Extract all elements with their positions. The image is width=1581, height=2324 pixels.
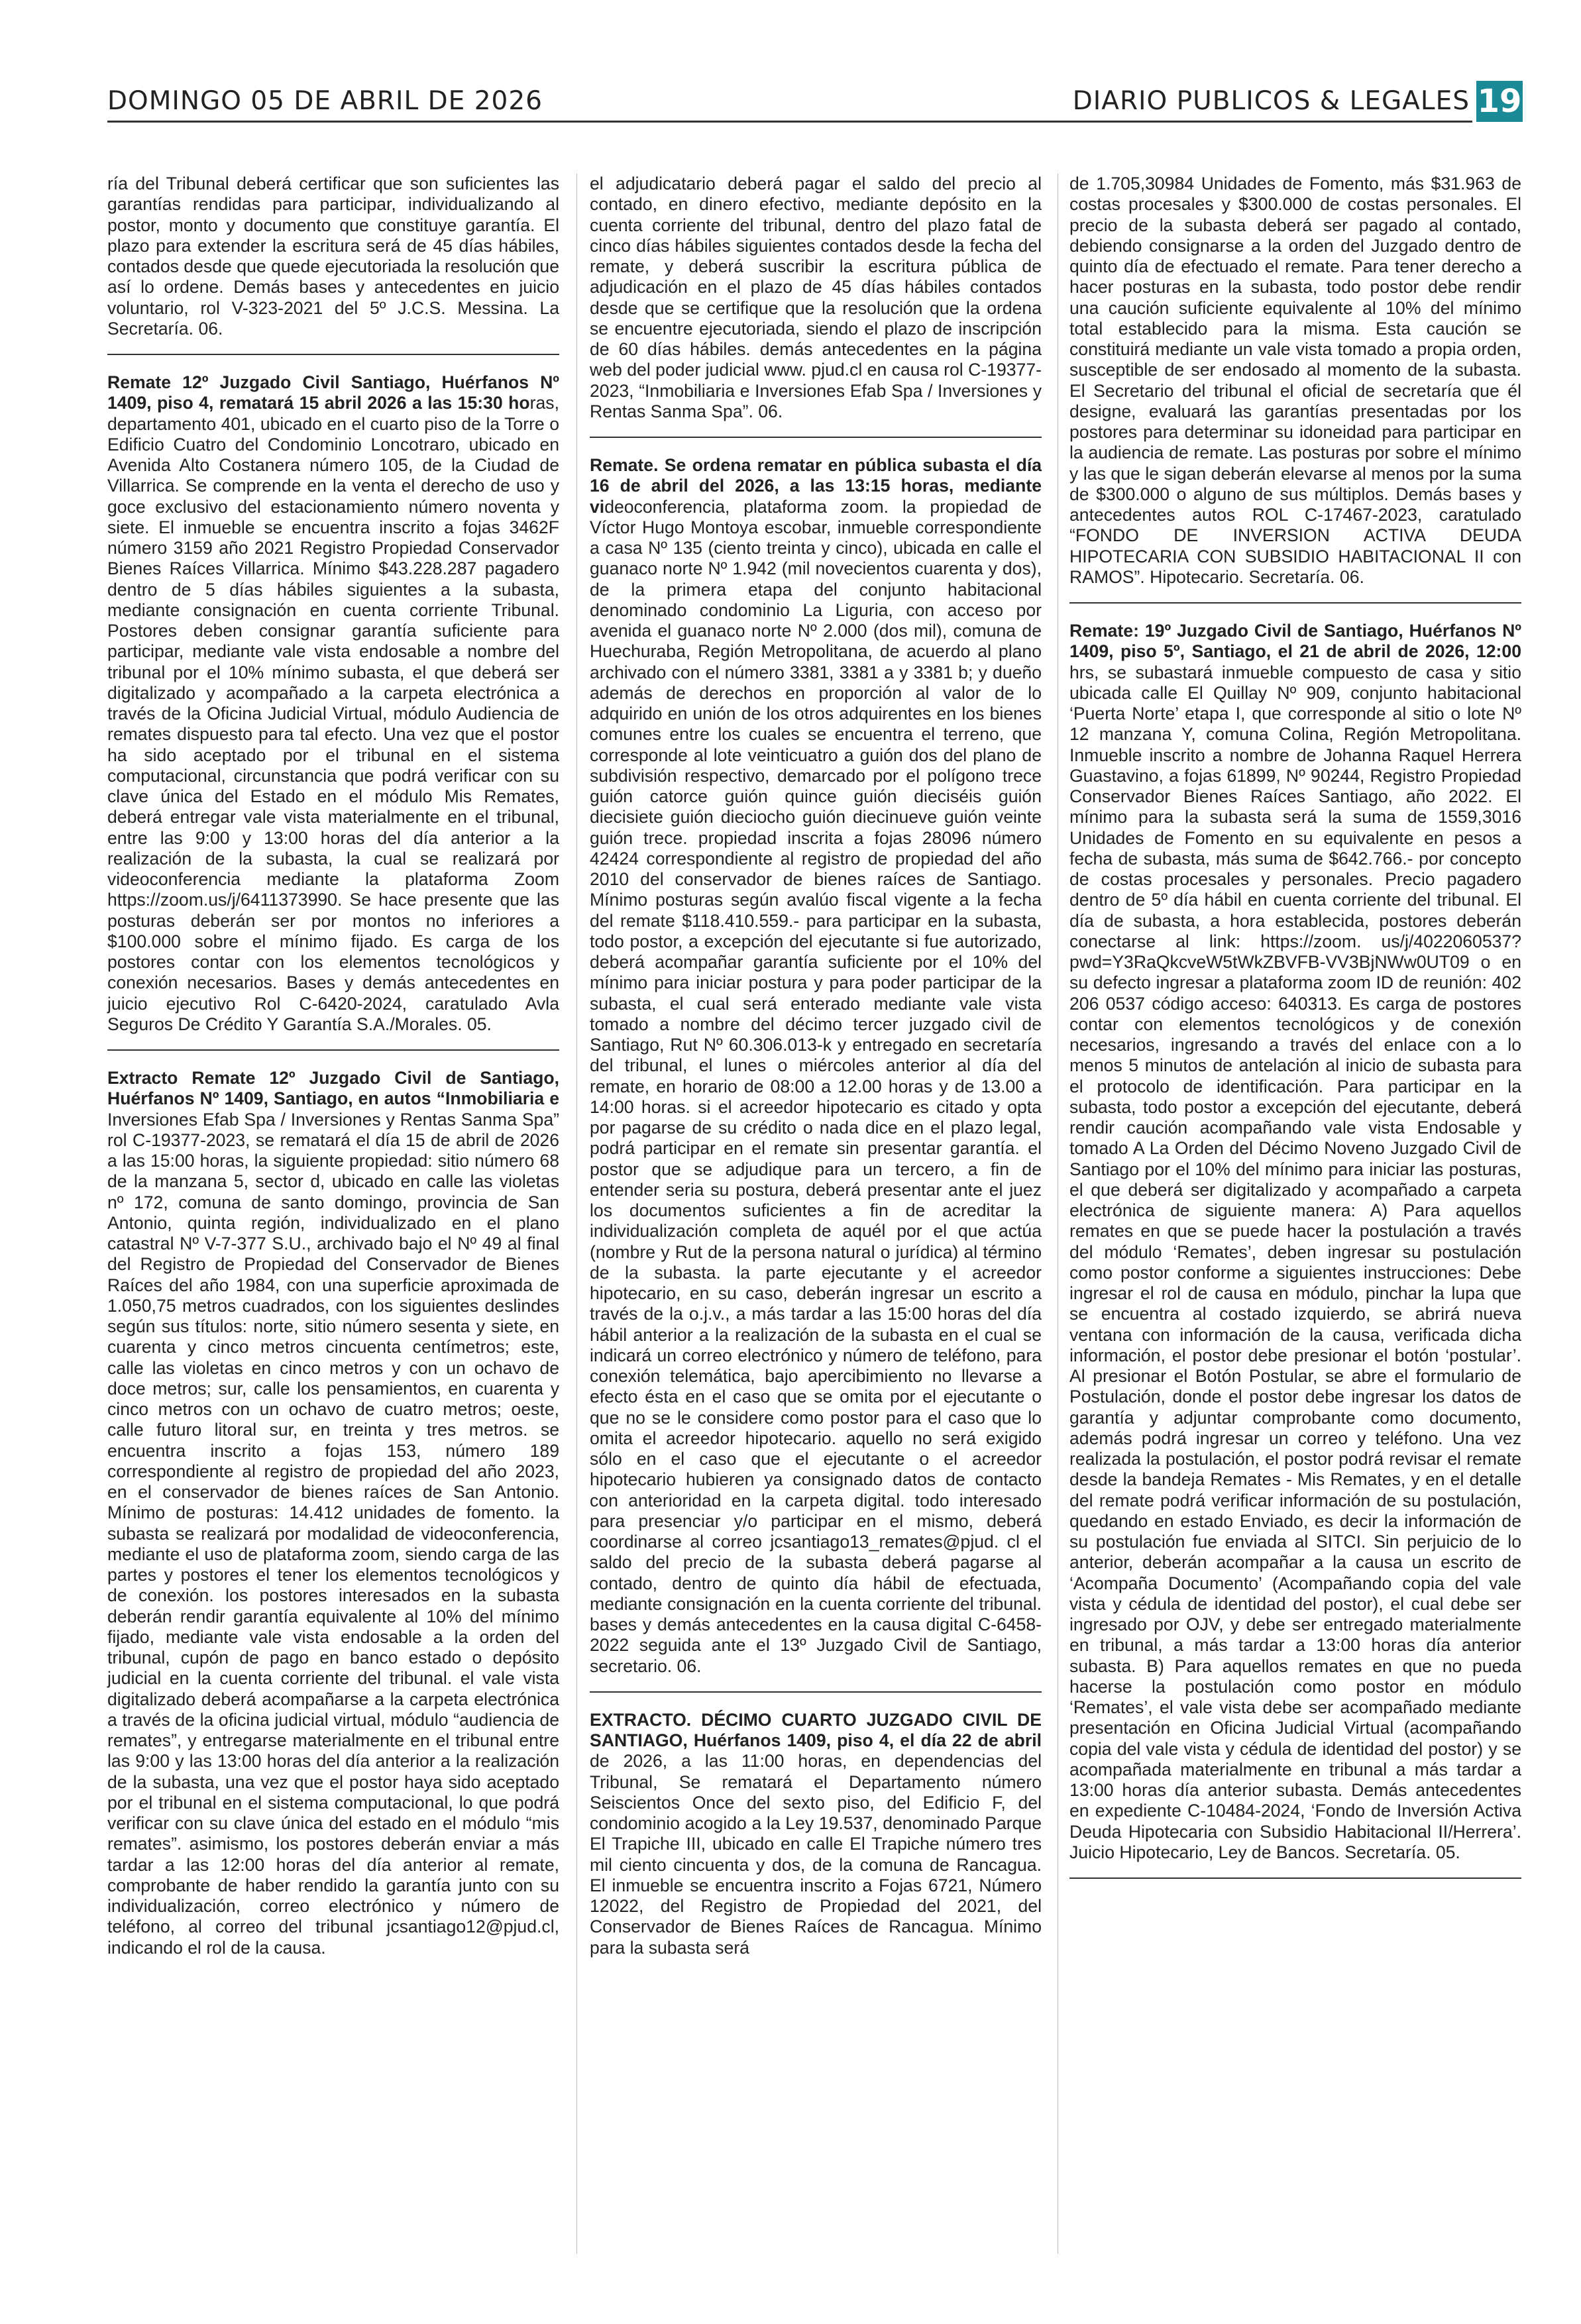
section-title: DIARIO PUBLICOS & LEGALES	[1072, 86, 1470, 116]
column-2	[590, 174, 1042, 1958]
notice-separator	[107, 354, 559, 355]
notice-remate-19-colina	[1069, 621, 1521, 1863]
notice-body: el adjudicatario deberá pagar el saldo del precio al contado, en dinero efectivo, mediante depósito en la cuenta corriente del tribunal, dentro del plazo fatal de cinco días hábiles siguientes contados desde la fecha del remate, y deberá suscribir la escritura pública de adjudicación en el plazo de 45 días hábiles contados desde que se certifique que la resolución que la ordena se encuentre ejecutoriada, siendo el plazo de inscripción de 60 días hábiles. demás antecedentes en la página web del poder judicial www. pjud.cl en causa rol C-19377-2023, “Inmobiliaria e Inversiones Efab Spa / Inversiones y Rentas Sanma Spa”. 06.	[590, 174, 1042, 421]
notice-body: de 2026, a las 11:00 horas, en dependencias del Tribunal, Se rematará el Departamento número Seiscientos Once del sexto piso, del Edificio F, del condominio acogido a la Ley 19.537, denominado Parque El Trapiche III, ubicado en calle El Trapiche número tres mil ciento cincuenta y dos, de la comuna de Rancagua. El inmueble se encuentra inscrito a Fojas 6721, Número 12022, del Registro de Propiedad del 2021, del Conservador de Bienes Raíces de Rancagua. Mínimo para la subasta será	[590, 1751, 1042, 1958]
notice-separator	[1069, 1877, 1521, 1879]
notice-heading: EXTRACTO. DÉCIMO CUARTO JUZGADO CIVIL DE SANTIAGO, Huérfanos 1409, piso 4, el día 22 de abril	[590, 1709, 1042, 1750]
notice-separator	[590, 437, 1042, 438]
page-header	[107, 81, 1523, 131]
notice-heading: Remate. Se ordena rematar en pública subasta el día 16 de abril del 2026, a las 13:15 horas, mediante vi	[590, 455, 1042, 517]
notice-extracto-14-rancagua	[590, 1710, 1042, 1958]
notice-remate-12-villarrica	[107, 372, 559, 1035]
notice-continuation	[107, 174, 559, 339]
column-divider	[576, 174, 577, 2254]
column-3	[1069, 174, 1521, 1896]
notice-body: ría del Tribunal deberá certificar que son suficientes las garantías rendidas para participar, individualizando al postor, monto y documento que constituye garantía. El plazo para extender la escritura será de 45 días hábiles, contados desde que quede ejecutoriada la resolución que así lo ordene. Demás bases y antecedentes en juicio voluntario, rol V-323-2021 del 5º J.C.S. Messina. La Secretaría. 06.	[107, 174, 559, 339]
notice-body: hrs, se subastará inmueble compuesto de casa y sitio ubicada calle El Quillay Nº 909, conjunto habitacional ‘Puerta Norte’ etapa I, que corresponde al sitio o lote Nº 12 manzana Y, comuna Colina, Región Metropolitana. Inmueble inscrito a nombre de Johanna Raquel Herrera Guastavino, a fojas 61899, Nº 90244, Registro Propiedad Conservador Bienes Raíces Santiago, año 2022. El mínimo para la subasta será la suma de 1559,3016 Unidades de Fomento en su equivalente en pesos a fecha de subasta, más suma de $642.766.- por concepto de costas procesales y personales. Precio pagadero dentro de 5º día hábil en cuenta corriente del tribunal. El día de subasta, a hora establecida, postores deberán conectarse al link: https://zoom. us/j/4022060537?pwd=Y3RaQkcveW5tWkZBVFB-VV3BjNWw0UT09 o en su defecto ingresar a plataforma zoom ID de reunión: 402 206 0537 código acceso: 640313. Es carga de postores contar con elementos tecnológicos y de conexión necesarios, ingresando a través del enlace con a lo menos 5 minutos de antelación al inicio de subasta para el protocolo de identificación. Para participar en la subasta, todo postor a excepción del ejecutante, deberá rendir caución acompañando vale vista Endosable y tomado A La Orden del Décimo Noveno Juzgado Civil de Santiago por el 10% del mínimo para iniciar las posturas, el que deberá ser digitalizado y acompañado a carpeta electrónica de siguiente manera: A) Para aquellos remates en que se puede hacer la postulación a través del módulo ‘Remates’, deben ingresar su postulación como postor conforme a siguientes instrucciones: Debe ingresar el rol de causa en módulo, pinchar la lupa que se encuentra al costado izquierdo, se abrirá nueva ventana con información de la causa, verificada dicha información, el postor debe presionar el botón ‘postular’. Al presionar el Botón Postular, se abre el formulario de Postulación, donde el postor debe ingresar los datos de garantía y adjuntar comprobante como documento, además podrá ingresar un correo y teléfono. Una vez realizada la postulación, el postor podrá revisar el remate desde la bandeja Remates - Mis Remates, y en el detalle del remate podrá verificar información de su postulación, quedando en estado Enviado, es decir la información de su postulación fue enviada al SITCI. Sin perjuicio de lo anterior, deberán acompañar a la causa un escrito de ‘Acompaña Documento’ (Acompañando copia del vale vista y cédula de identidad del postor), el cual debe ser ingresado por OJV, y debe ser entregado materialmente en tribunal, a más tardar a 13:00 horas día anterior subasta. B) Para aquellos remates en que no pueda hacerse la postulación como postor en módulo ‘Remates’, el vale vista debe ser acompañado mediante presentación en Oficina Judicial Virtual (acompañando copia del vale vista y cédula de identidad del postor) y se acompañada materialmente en tribunal a más tardar a 13:00 horas día anterior subasta. Demás antecedentes en expediente C-10484-2024, ‘Fondo de Inversión Activa Deuda Hipotecaria con Subsidio Habitacional II/Herrera’. Juicio Hipotecario, Ley de Bancos. Secretaría. 05.	[1069, 662, 1521, 1862]
notice-continuation	[1069, 174, 1521, 588]
notice-body: ras, departamento 401, ubicado en el cuarto piso de la Torre o Edificio Cuatro del Condominio Loncotraro, ubicado en Avenida Alto Costanera número 105, de la Ciudad de Villarrica. Se comprende en la venta el derecho de uso y goce exclusivo del estacionamiento número noventa y siete. El inmueble se encuentra inscrito a fojas 3462F número 3159 año 2021 Registro Propiedad Conservador Bienes Raíces Villarrica. Mínimo $43.228.287 pagadero dentro de 5 días hábiles siguientes a la subasta, mediante consignación en cuenta corriente Tribunal. Postores deben consignar garantía suficiente para participar, mediante vale vista endosable a nombre del tribunal por el 10% mínimo subasta, el que deberá ser digitalizado y acompañado a la carpeta electrónica a través de la Oficina Judicial Virtual, módulo Audiencia de remates dispuesto para tal efecto. Una vez que el postor ha sido aceptado por el tribunal en el sistema computacional, circunstancia que podrá verificar con su clave única del Estado en el módulo Mis Remates, deberá entregar vale vista materialmente en el tribunal, entre las 9:00 y 13:00 horas del día anterior a la realización de la subasta, la cual se realizará por videoconferencia mediante la plataforma Zoom https://zoom.us/j/6411373990. Se hace presente que las posturas deberán ser por montos no inferiores a $100.000 sobre el mínimo fijado. Es carga de los postores contar con los elementos tecnológicos y conexión necesarios. Bases y demás antecedentes en juicio ejecutivo Rol C-6420-2024, caratulado Avla Seguros De Crédito Y Garantía S.A./Morales. 05.	[107, 393, 559, 1034]
notice-continuation	[590, 174, 1042, 422]
header-rule	[107, 121, 1472, 123]
notice-body: Inversiones Efab Spa / Inversiones y Rentas Sanma Spa” rol C-19377-2023, se rematará el día 15 de abril de 2026 a las 15:00 horas, la siguiente propiedad: sitio número 68 de la manzana 5, sector d, ubicado en calle las violetas nº 172, comuna de santo domingo, provincia de San Antonio, quinta región, individualizado en el plano catastral Nº V-7-377 S.U., archivado bajo el Nº 49 al final del Registro de Propiedad del Conservador de Bienes Raíces del año 1984, con una superficie aproximada de 1.050,75 metros cuadrados, con los siguientes deslindes según sus títulos: norte, sitio número sesenta y siete, en cuarenta y cinco metros cincuenta centímetros; este, calle las violetas en cinco metros y con un ochavo de doce metros; sur, calle los pensamientos, en cuarenta y cinco metros con un ochavo de cuatro metros; oeste, calle futuro litoral sur, en treinta y tres metros. se encuentra inscrito a fojas 153, número 189 correspondiente al registro de propiedad del año 2023, en el conservador de bienes raíces de San Antonio. Mínimo de posturas: 14.412 unidades de fomento. la subasta se realizará por modalidad de videoconferencia, mediante el uso de plataforma zoom, siendo carga de las partes y postores el tener los elementos tecnológicos y de conexión. los postores interesados en la subasta deberán rendir garantía equivalente al 10% del mínimo fijado, mediante vale vista endosable a la orden del tribunal, cupón de pago en banco estado o depósito judicial en la cuenta corriente del tribunal. el vale vista digitalizado deberá acompañarse a la carpeta electrónica a través de la oficina judicial virtual, módulo “audiencia de remates”, y entregarse materialmente en el tribunal entre las 9:00 y las 13:00 horas del día anterior a la realización de la subasta, una vez que el postor haya sido aceptado por el tribunal en el sistema computacional, lo que podrá verificar con su clave única del estado en el módulo “mis remates”. asimismo, los postores deberán enviar a más tardar a las 12:00 horas del día anterior al remate, comprobante de haber rendido la garantía junto con su individualización, correo electrónico y número de teléfono, al correo del tribunal jcsantiago12@pjud.cl, indicando el rol de la causa.	[107, 1109, 559, 1958]
notice-body: de 1.705,30984 Unidades de Fomento, más $31.963 de costas procesales y $300.000 de costas personales. El precio de la subasta deberá ser pagado al contado, debiendo consignarse a la orden del Juzgado dentro de quinto día de efectuado el remate. Para tener derecho a hacer posturas en la subasta, todo postor debe rendir una caución suficiente equivalente al 10% del mínimo total establecido para la misma. Esta caución se constituirá mediante un vale vista tomado a propia orden, susceptible de ser endosado al momento de la subasta. El Secretario del tribunal el oficial de secretaría que él designe, evaluará las garantías presentadas por los postores para determinar su idoneidad para participar en la audiencia de remate. Las posturas por sobre el mínimo y las que le sigan deberán elevarse al menos por la suma de $300.000 o alguno de sus múltiplos. Demás bases y antecedentes autos ROL C-17467-2023, caratulado “FONDO DE INVERSION ACTIVA DEUDA HIPOTECARIA CON SUBSIDIO HABITACIONAL II con RAMOS”. Hipotecario. Secretaría. 06.	[1069, 174, 1521, 587]
notice-extracto-12-santo-domingo	[107, 1068, 559, 1958]
notice-remate-13-huechuraba	[590, 455, 1042, 1677]
page-number-badge: 19	[1476, 81, 1523, 122]
notice-heading: Remate 12º Juzgado Civil Santiago, Huérfanos Nº 1409, piso 4, rematará 15 abril 2026 a las 15:30 ho	[107, 372, 559, 413]
notice-body: deoconferencia, plataforma zoom. la propiedad de Víctor Hugo Montoya escobar, inmueble correspondiente a casa Nº 135 (ciento treinta y cinco), ubicada en calle el guanaco norte Nº 1.942 (mil novecientos cuarenta y dos), de la primera etapa del conjunto habitacional denominado condominio La Liguria, con acceso por avenida el guanaco norte Nº 2.000 (dos mil), comuna de Huechuraba, Región Metropolitana, de acuerdo al plano archivado con el número 3381, 3381 a y 3381 b; y dueño además de derechos en proporción al valor de lo adquirido en unión de los otros adquirentes en los bienes comunes entre los cuales se encuentra el terreno, que corresponde al lote veinticuatro a guión dos del plano de subdivisión respectivo, demarcado por el polígono trece guión catorce guión quince guión dieciséis guión diecisiete guión dieciocho guión diecinueve guión veinte guión trece. propiedad inscrita a fojas 28096 número 42424 correspondiente al registro de propiedad del año 2010 del conservador de bienes raíces de Santiago. Mínimo posturas según avalúo fiscal vigente a la fecha del remate $118.410.559.- para participar en la subasta, todo postor, a excepción del ejecutante si fue autorizado, deberá acompañar garantía suficiente por el 10% del mínimo para iniciar postura y para poder participar de la subasta, el cual será enterado mediante vale vista tomado a nombre del décimo tercer juzgado civil de Santiago, Rut Nº 60.306.013-k y entregado en secretaría del tribunal, el lunes o miércoles anterior al día del remate, en horario de 08:00 a 12.00 horas y de 13.00 a 14:00 horas. si el acreedor hipotecario es citado y opta por pagarse de su crédito o nada dice en el plazo legal, podrá participar en el remate sin presentar garantía. el postor que se adjudique para un tercero, a fin de entender seria su postura, deberá presentar ante el juez los documentos suficientes a fin de acreditar la individualización completa de aquél por el que actúa (nombre y Rut de la persona natural o jurídica) al término de la subasta. la parte ejecutante y el acreedor hipotecario, en su caso, deberán ingresar un escrito a través de la o.j.v., a más tardar a las 15:00 horas del día hábil anterior a la realización de la subasta en el cual se indicará un correo electrónico y número de teléfono, para conexión telemática, bajo apercibimiento no llevarse a efecto ésta en el caso que se omita por el ejecutante o que no se le considere como postor para el caso que lo omita el acreedor hipotecario. aquello no será exigido sólo en el caso que el ejecutante o el acreedor hipotecario hubieren ya consignado datos de contacto con anterioridad en la carpeta digital. todo interesado para presenciar y/o participar en el mismo, deberá coordinarse al correo jcsantiago13_remates@pjud. cl el saldo del precio de la subasta deberá pagarse al contado, dentro de quinto día hábil de efectuada, mediante consignación en la cuenta corriente del tribunal. bases y demás antecedentes en la causa digital C-6458-2022 seguida ante el 13º Juzgado Civil de Santiago, secretario. 06.	[590, 496, 1042, 1676]
header-date: DOMINGO 05 DE ABRIL DE 2026	[107, 86, 543, 116]
notice-heading: Extracto Remate 12º Juzgado Civil de Santiago, Huérfanos Nº 1409, Santiago, en autos “Inmobiliaria e	[107, 1068, 559, 1109]
notice-heading: Remate: 19º Juzgado Civil de Santiago, Huérfanos Nº 1409, piso 5º, Santiago, el 21 de abril de 2026, 12:00	[1069, 621, 1521, 662]
notice-separator	[590, 1691, 1042, 1693]
column-1	[107, 174, 559, 1958]
notice-separator	[1069, 602, 1521, 604]
notice-separator	[107, 1049, 559, 1051]
